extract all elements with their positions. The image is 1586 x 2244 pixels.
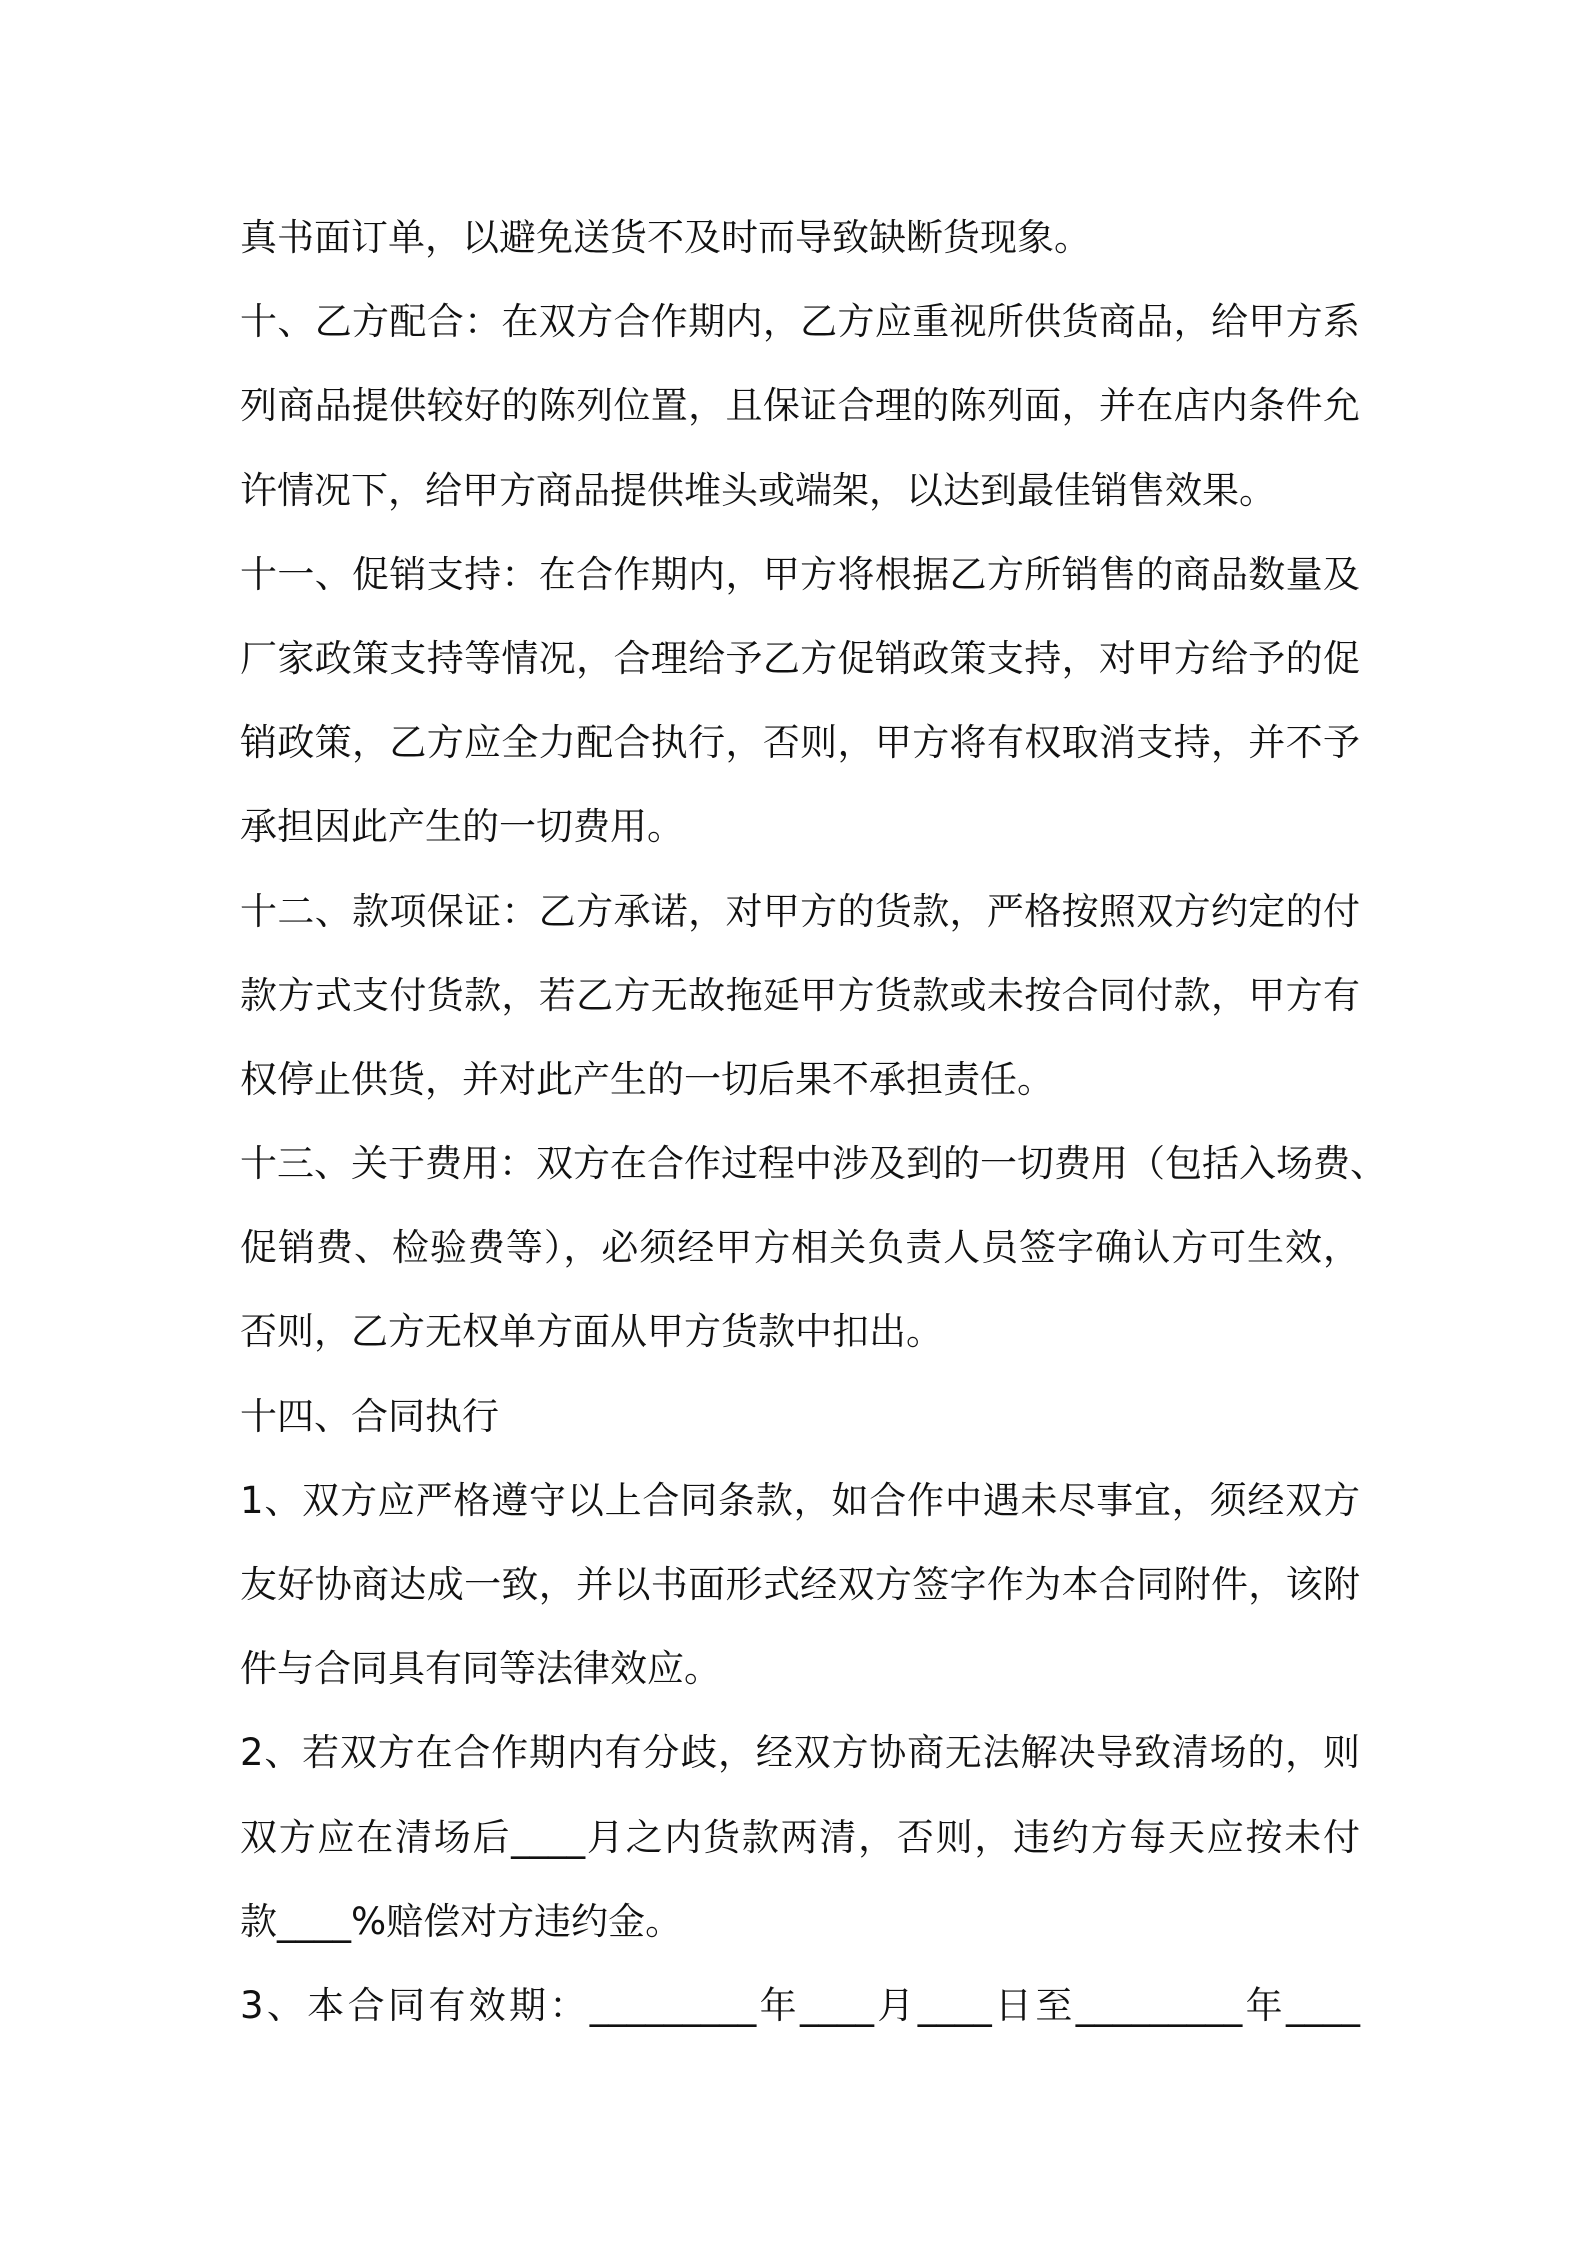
text-line: 销政策，乙方应全力配合执行，否则，甲方将有权取消支持，并不予 xyxy=(240,721,1360,765)
text-line: 许情况下，给甲方商品提供堆头或端架，以达到最佳销售效果。 xyxy=(240,468,1276,512)
text-line: 十三、关于费用：双方在合作过程中涉及到的一切费用（包括入场费、 xyxy=(240,1142,1387,1186)
text-line: 真书面订单，以避免送货不及时而导致缺断货现象。 xyxy=(240,216,1091,259)
text-line: 友好协商达成一致，并以书面形式经双方签字作为本合同附件，该附 xyxy=(240,1563,1360,1606)
text-line: 件与合同具有同等法律效应。 xyxy=(240,1647,721,1691)
text-line: 权停止供货，并对此产生的一切后果不承担责任。 xyxy=(240,1057,1054,1101)
text-line: 1、双方应严格遵守以上合同条款，如合作中遇未尽事宜，须经双方 xyxy=(240,1478,1360,1522)
text-line: 双方应在清场后____月之内货款两清，否则，违约方每天应按未付 xyxy=(240,1815,1360,1859)
text-line: 款____%赔偿对方违约金。 xyxy=(240,1899,683,1943)
text-line: 十二、款项保证：乙方承诺，对甲方的货款，严格按照双方约定的付 xyxy=(240,889,1360,933)
text-line: 承担因此产生的一切费用。 xyxy=(240,805,684,849)
contract-text xyxy=(240,196,1387,2048)
text-line: 款方式支付货款，若乙方无故拖延甲方货款或未按合同付款，甲方有 xyxy=(240,973,1360,1017)
text-line: 列商品提供较好的陈列位置，且保证合理的陈列面，并在店内条件允 xyxy=(240,384,1360,428)
text-line: 3、本合同有效期：_________年____月____日至_________年____ xyxy=(240,1983,1360,2027)
text-line: 2、若双方在合作期内有分歧，经双方协商无法解决导致清场的，则 xyxy=(240,1731,1360,1775)
text-line: 十一、促销支持：在合作期内，甲方将根据乙方所销售的商品数量及 xyxy=(240,552,1360,596)
text-line: 厂家政策支持等情况，合理给予乙方促销政策支持，对甲方给予的促 xyxy=(240,636,1360,680)
text-line: 否则，乙方无权单方面从甲方货款中扣出。 xyxy=(240,1310,943,1354)
text-line: 十、乙方配合：在双方合作期内，乙方应重视所供货商品，给甲方系 xyxy=(240,300,1360,344)
text-line: 促销费、检验费等），必须经甲方相关负责人员签字确认方可生效， xyxy=(240,1226,1360,1270)
section-heading: 十四、合同执行 xyxy=(240,1394,499,1438)
